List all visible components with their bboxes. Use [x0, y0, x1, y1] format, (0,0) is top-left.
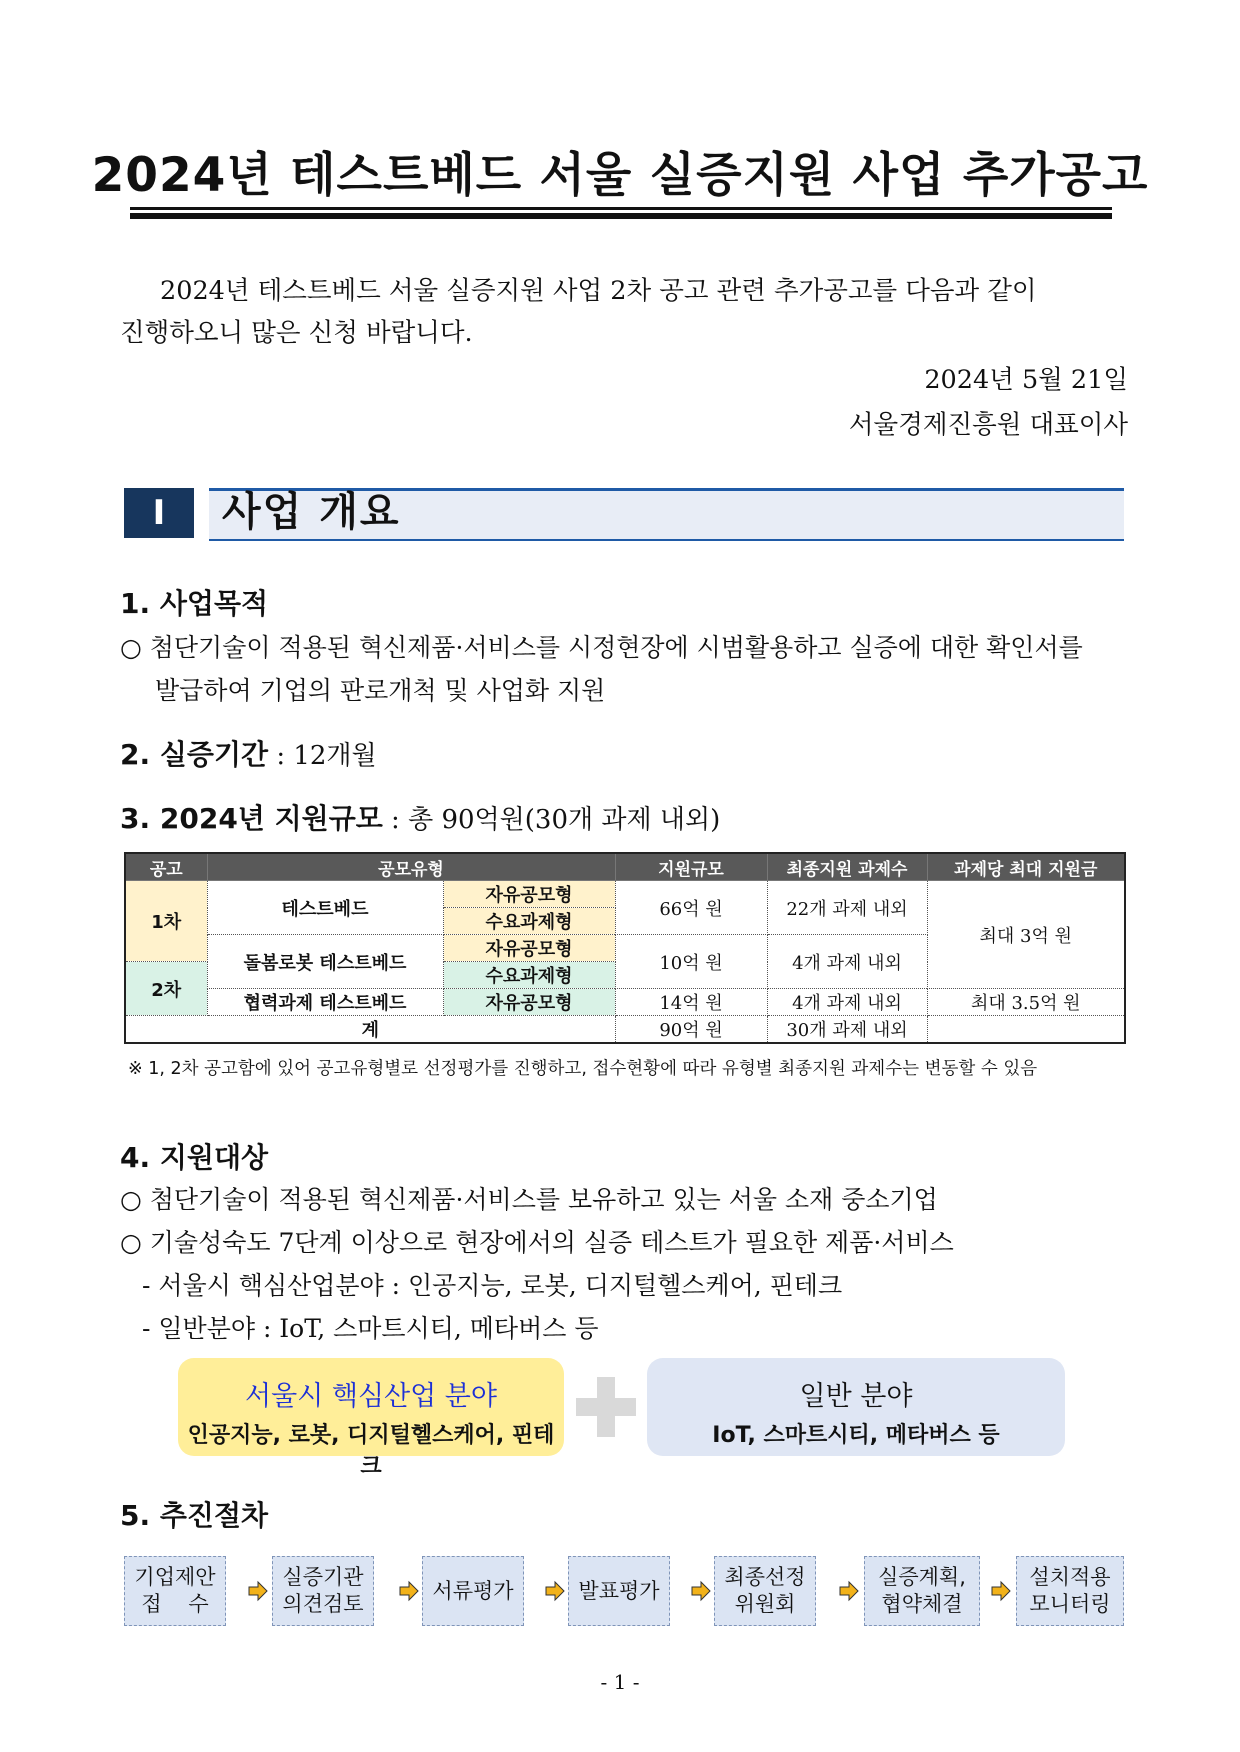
heading-procedure: 5. 추진절차	[120, 1499, 269, 1532]
step-label: 발표평가	[578, 1578, 660, 1603]
step-label: 모니터링	[1029, 1592, 1111, 1616]
general-field-list: IoT, 스마트시티, 메타버스 등	[712, 1423, 1000, 1448]
target-line-1: ○ 첨단기술이 적용된 혁신제품·서비스를 보유하고 있는 서울 소재 중소기업	[120, 1185, 938, 1214]
title-rule-thin	[130, 207, 1112, 210]
r1-scale-cell: 66억 원	[615, 881, 767, 935]
scale-row	[120, 797, 720, 837]
total-empty-cell	[927, 1016, 1125, 1044]
type-cell: 수요과제형	[443, 962, 615, 989]
total-label-cell: 계	[125, 1016, 615, 1044]
intro-line-2: 진행하오니 많은 신청 바랍니다.	[120, 318, 473, 348]
max-35-cell: 최대 3.5억 원	[927, 989, 1125, 1016]
period-row	[120, 733, 377, 773]
arrow-right-icon	[544, 1580, 566, 1602]
step-label: 실증기관	[282, 1565, 364, 1589]
core-industry-list: 인공지능, 로봇, 디지털헬스케어, 핀테크	[187, 1423, 555, 1479]
heading-target: 4. 지원대상	[120, 1141, 269, 1174]
step-proposal	[124, 1556, 226, 1626]
section-title: 사업 개요	[222, 489, 401, 535]
issuer: 서울경제진흥원 대표이사	[848, 410, 1128, 440]
title-rule-thick	[130, 213, 1112, 219]
step-label: 의견검토	[282, 1592, 364, 1616]
total-scale-cell: 90억 원	[615, 1016, 767, 1044]
header-type: 공모유형	[207, 853, 615, 881]
heading-scale: 3. 2024년 지원규모	[120, 802, 383, 835]
step-plan-agreement	[864, 1556, 980, 1626]
announcement-date: 2024년 5월 21일	[924, 365, 1128, 395]
target-line-4: - 일반분야 : IoT, 스마트시티, 메타버스 등	[142, 1314, 599, 1343]
table-header-row	[125, 853, 1125, 881]
header-count: 최종지원 과제수	[767, 853, 927, 881]
r2b-count-cell: 4개 과제 내외	[767, 989, 927, 1016]
step-label: 실증계획,	[878, 1565, 966, 1589]
step-label: 최종선정	[724, 1565, 806, 1589]
arrow-right-icon	[990, 1580, 1012, 1602]
section-number: Ⅰ	[124, 488, 194, 538]
document-title: 2024년 테스트베드 서울 실증지원 사업 추가공고	[91, 148, 1149, 203]
type-cell: 자유공모형	[443, 935, 615, 962]
r2b-scale-cell: 14억 원	[615, 989, 767, 1016]
core-industry-box	[178, 1358, 564, 1479]
arrow-right-icon	[247, 1580, 269, 1602]
table-row	[125, 881, 1125, 908]
header-scale: 지원규모	[615, 853, 767, 881]
step-label: 위원회	[734, 1592, 796, 1616]
target-line-3: - 서울시 핵심산업분야 : 인공지능, 로봇, 디지털헬스케어, 핀테크	[142, 1271, 843, 1300]
core-industry-title: 서울시 핵심산업 분야	[245, 1381, 497, 1412]
table-total-row	[125, 1016, 1125, 1044]
testbed-cell: 테스트베드	[207, 881, 443, 935]
table-note: ※ 1, 2차 공고함에 있어 공고유형별로 선정평가를 진행하고, 접수현황에 따라 유형별 최종지원 과제수는 변동할 수 있음	[128, 1059, 1038, 1079]
heading-period: 2. 실증기간	[120, 738, 269, 771]
step-label: 접 수	[141, 1592, 209, 1616]
r2a-scale-cell: 10억 원	[615, 935, 767, 989]
step-label: 기업제안	[134, 1565, 216, 1589]
step-document-review	[422, 1556, 524, 1626]
heading-purpose: 1. 사업목적	[120, 587, 269, 620]
plus-icon-vertical	[597, 1377, 615, 1437]
intro-line-1: 2024년 테스트베드 서울 실증지원 사업 2차 공고 관련 추가공고를 다음과 같이	[160, 276, 1037, 306]
purpose-line-1: ○ 첨단기술이 적용된 혁신제품·서비스를 시정현장에 시범활용하고 실증에 대한 확인서를	[120, 633, 1083, 662]
round-1-cell: 1차	[125, 881, 207, 962]
max-3-cell: 최대 3억 원	[927, 881, 1125, 989]
table-row	[125, 989, 1125, 1016]
arrow-right-icon	[838, 1580, 860, 1602]
general-field-title: 일반 분야	[799, 1381, 913, 1412]
general-field-box	[647, 1358, 1065, 1456]
scale-value: : 총 90억원(30개 과제 내외)	[382, 805, 721, 835]
support-scale-table	[124, 852, 1126, 1044]
target-line-2: ○ 기술성숙도 7단계 이상으로 현장에서의 실증 테스트가 필요한 제품·서비스	[120, 1228, 954, 1257]
step-install-monitoring	[1016, 1556, 1124, 1626]
step-final-committee	[714, 1556, 816, 1626]
purpose-line-2: 발급하여 기업의 판로개척 및 사업화 지원	[155, 676, 606, 705]
type-cell: 자유공모형	[443, 989, 615, 1016]
step-label: 설치적용	[1029, 1565, 1111, 1589]
header-round: 공고	[125, 853, 207, 881]
total-count-cell: 30개 과제 내외	[767, 1016, 927, 1044]
round-2-cell: 2차	[125, 962, 207, 1016]
collab-cell: 협력과제 테스트베드	[207, 989, 443, 1016]
header-max: 과제당 최대 지원금	[927, 853, 1125, 881]
r2a-count-cell: 4개 과제 내외	[767, 935, 927, 989]
step-label: 서류평가	[432, 1578, 514, 1603]
type-cell: 수요과제형	[443, 908, 615, 935]
r1-count-cell: 22개 과제 내외	[767, 881, 927, 935]
step-label: 협약체결	[881, 1592, 963, 1616]
care-robot-cell: 돌봄로봇 테스트베드	[207, 935, 443, 989]
arrow-right-icon	[690, 1580, 712, 1602]
page-number: - 1 -	[600, 1670, 640, 1694]
step-institution-review	[272, 1556, 374, 1626]
step-presentation-review	[568, 1556, 670, 1626]
arrow-right-icon	[398, 1580, 420, 1602]
type-cell: 자유공모형	[443, 881, 615, 908]
period-value: : 12개월	[268, 741, 377, 771]
